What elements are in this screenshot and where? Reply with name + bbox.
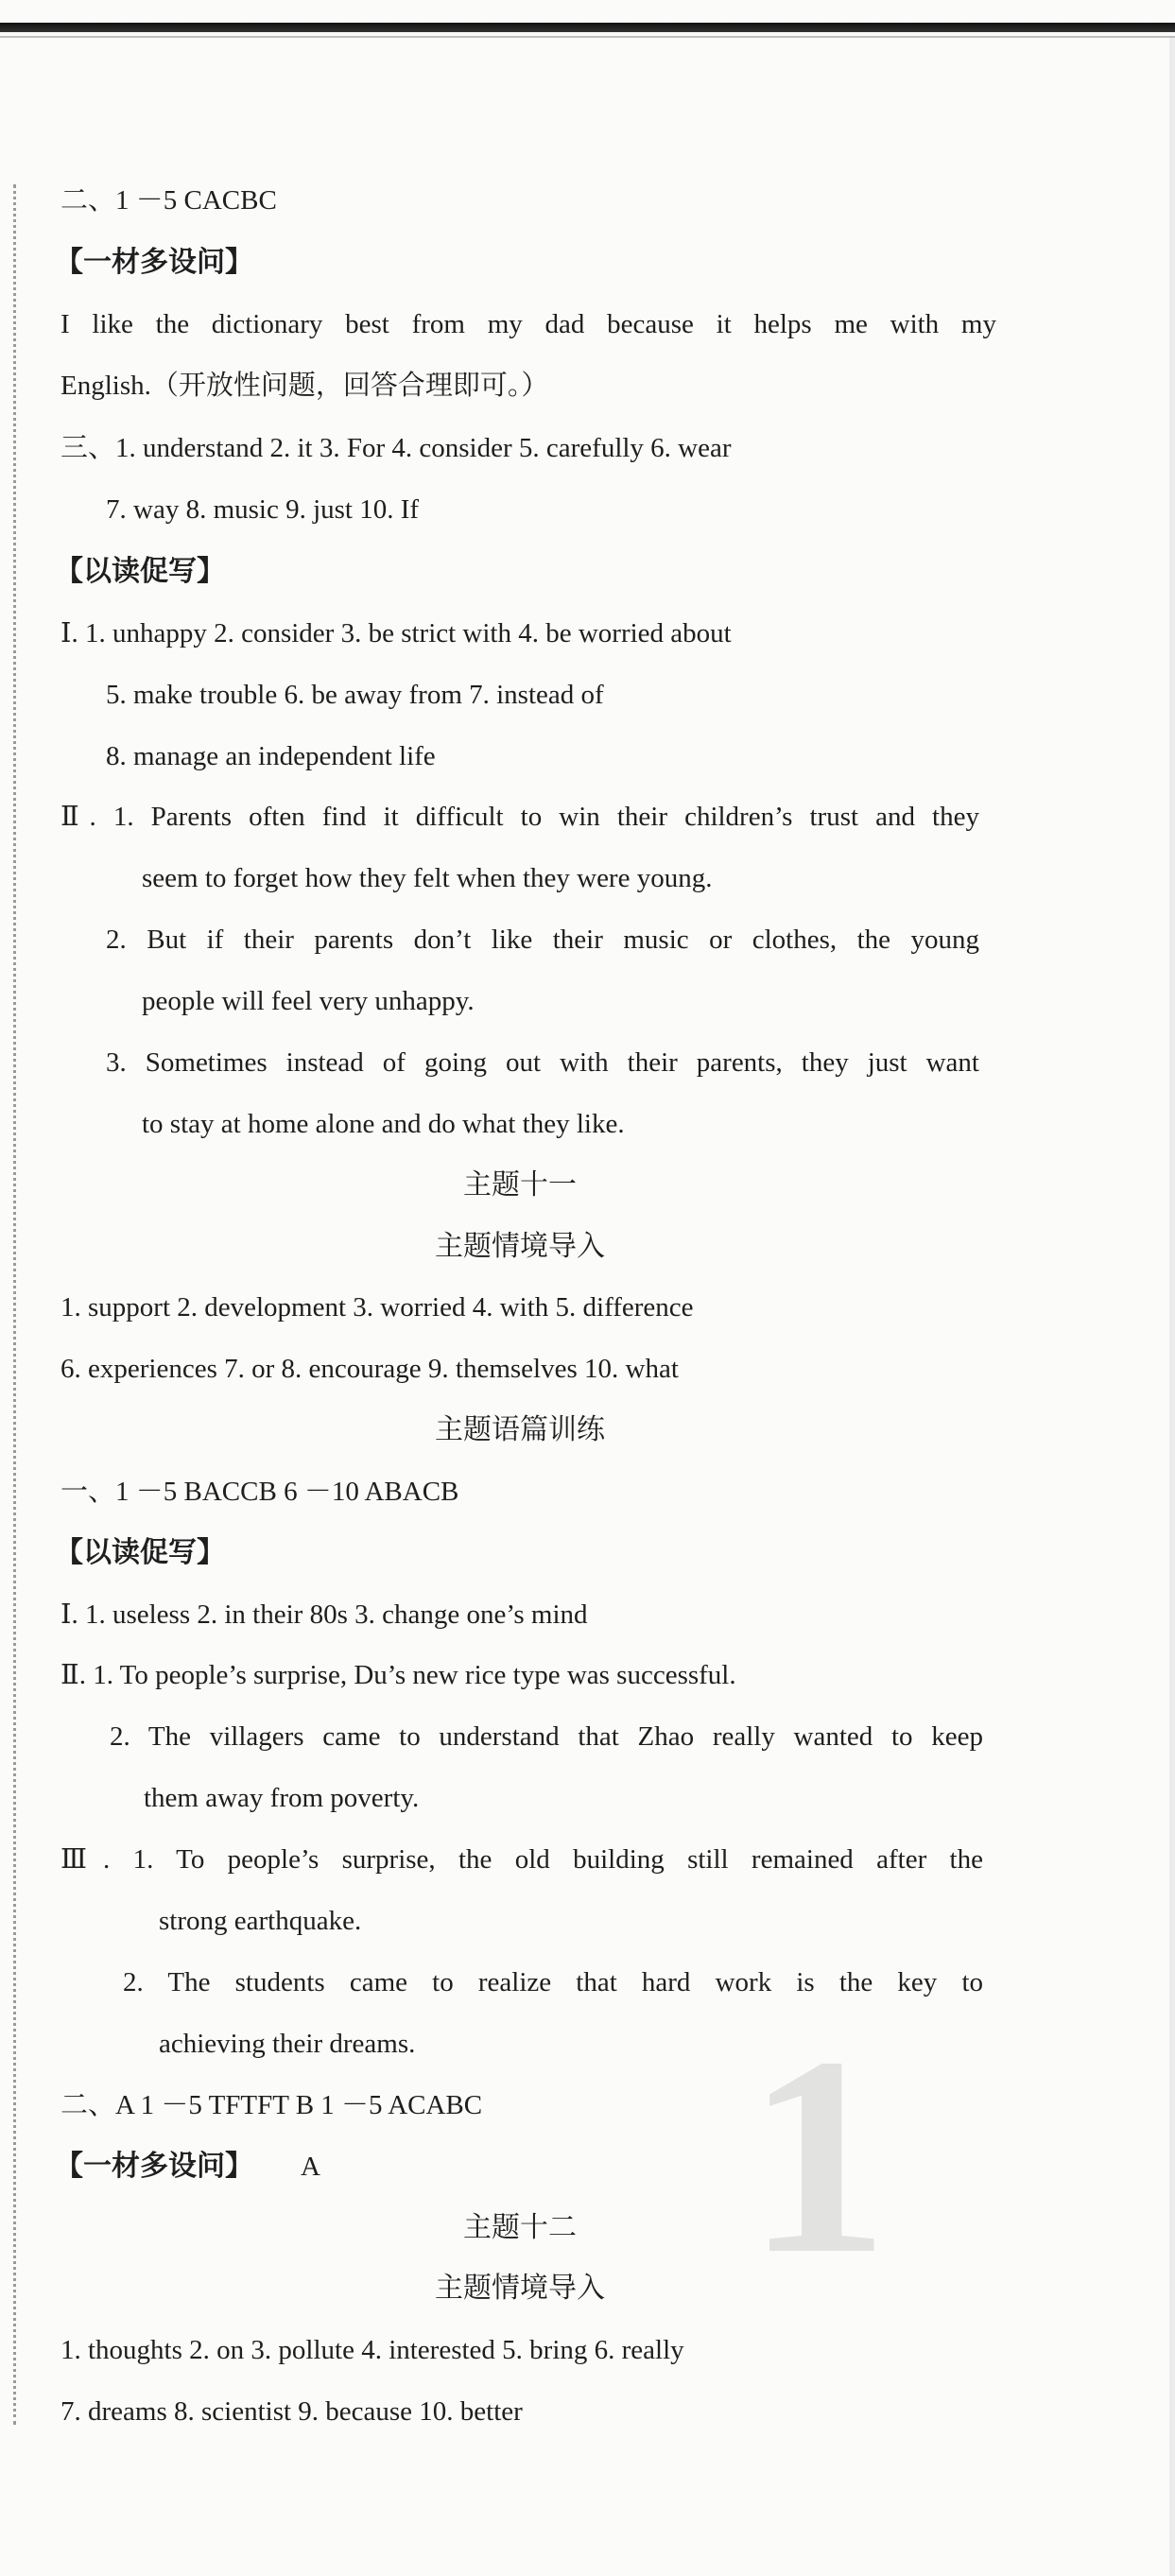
answer-line: strong earthquake. bbox=[159, 1906, 362, 1936]
answer-line: 1. thoughts 2. on 3. pollute 4. interested 5. bring 6. really bbox=[60, 2335, 684, 2365]
answer-line: 3. Sometimes instead of going out with their parents, they just want bbox=[106, 1047, 979, 1078]
answer-line: 7. dreams 8. scientist 9. because 10. better bbox=[60, 2396, 523, 2427]
topic-subtitle: 主题语篇训练 bbox=[435, 1414, 605, 1445]
answer-line: 7. way 8. music 9. just 10. If bbox=[106, 494, 420, 525]
answer-line: 8. manage an independent life bbox=[106, 741, 436, 771]
top-border-bar bbox=[0, 23, 1175, 32]
answer-line: English.（开放性问题，回答合理即可。） bbox=[60, 371, 549, 401]
topic-subtitle: 主题情境导入 bbox=[435, 2273, 605, 2304]
answer-line: 1. support 2. development 3. worried 4. with 5. difference bbox=[60, 1292, 694, 1323]
answer-line: achieving their dreams. bbox=[159, 2029, 416, 2059]
answer-line: Ⅱ. 1. Parents often find it difficult to win their children’s trust and they bbox=[60, 802, 979, 832]
section-heading: 【以读促写】 bbox=[55, 556, 225, 587]
answer-line: Ⅲ. 1. To people’s surprise, the old building still remained after the bbox=[60, 1844, 983, 1875]
answer-line: Ⅱ. 1. To people’s surprise, Du’s new rice type was successful. bbox=[60, 1660, 736, 1690]
topic-title: 主题十一 bbox=[463, 1169, 577, 1201]
answer-line: 2. The students came to realize that hard work is the key to bbox=[123, 1967, 983, 1997]
answer-line: 6. experiences 7. or 8. encourage 9. themselves 10. what bbox=[60, 1354, 679, 1384]
answer-line: to stay at home alone and do what they like. bbox=[142, 1109, 625, 1139]
answer-line: 二、A 1 －5 TFTFT B 1 －5 ACABC bbox=[60, 2090, 483, 2120]
answer-line: 5. make trouble 6. be away from 7. instead of bbox=[106, 680, 604, 710]
answer-line: Ⅰ. 1. unhappy 2. consider 3. be strict with 4. be worried about bbox=[60, 618, 732, 648]
answer-line: 2. But if their parents don’t like their music or clothes, the young bbox=[106, 925, 979, 955]
answer-line: 二、1 －5 CACBC bbox=[60, 185, 277, 216]
answer-line: people will feel very unhappy. bbox=[142, 986, 475, 1016]
section-heading: 【一材多设问】 bbox=[55, 247, 253, 278]
answer-value: A bbox=[301, 2152, 320, 2182]
section-heading: 【以读促写】 bbox=[55, 1537, 225, 1568]
topic-title: 主题十二 bbox=[463, 2212, 577, 2243]
page-right-edge bbox=[1169, 38, 1175, 2576]
top-border-thin bbox=[0, 36, 1175, 38]
topic-subtitle: 主题情境导入 bbox=[435, 1231, 605, 1262]
answer-line: them away from poverty. bbox=[144, 1783, 420, 1813]
answer-line: I like the dictionary best from my dad because it helps me with my bbox=[60, 309, 996, 339]
answer-line: seem to forget how they felt when they were young. bbox=[142, 863, 713, 893]
answer-line: 三、1. understand 2. it 3. For 4. consider 5. carefully 6. wear bbox=[60, 433, 732, 463]
answer-line: Ⅰ. 1. useless 2. in their 80s 3. change one’s mind bbox=[60, 1599, 588, 1630]
section-heading: 【一材多设问】 bbox=[55, 2151, 253, 2182]
answer-line: 一、1 －5 BACCB 6 －10 ABACB bbox=[60, 1477, 459, 1507]
page-number-watermark: 1 bbox=[747, 1998, 889, 2312]
answer-line: 2. The villagers came to understand that Zhao really wanted to keep bbox=[110, 1721, 983, 1752]
binding-margin-dotted-rule bbox=[13, 184, 16, 2425]
